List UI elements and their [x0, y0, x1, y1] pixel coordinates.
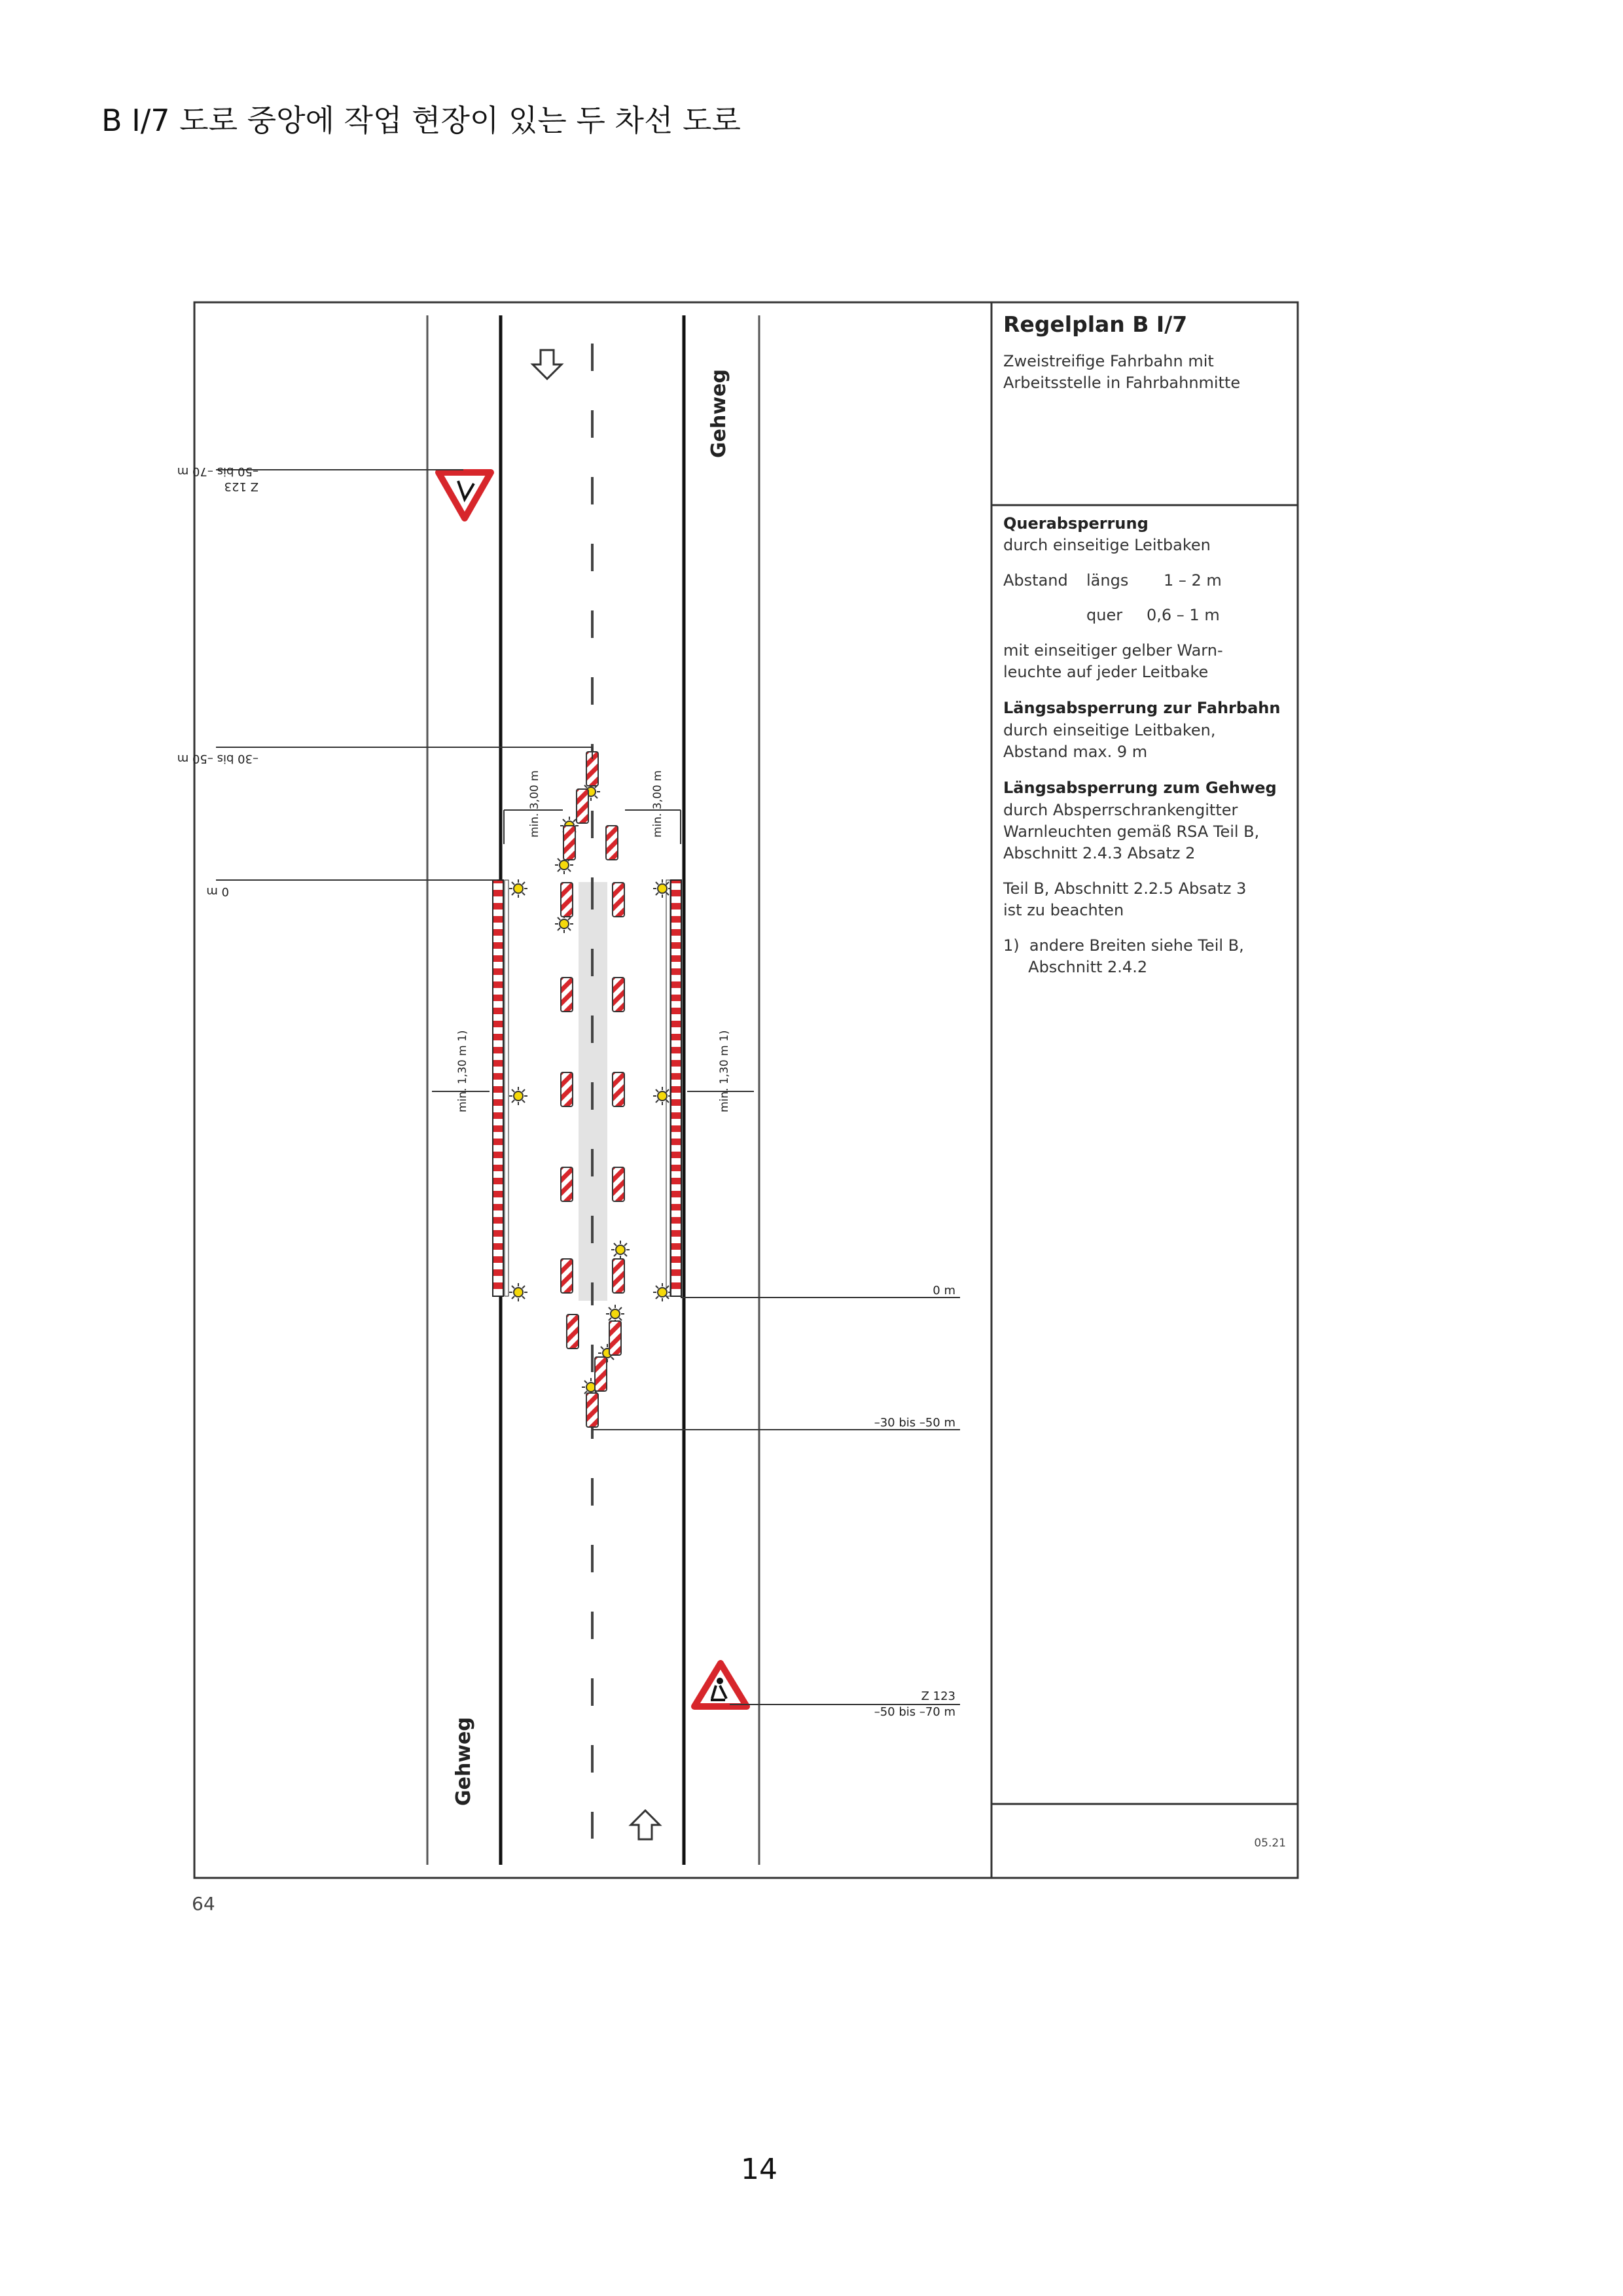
teil-line-1: Teil B, Abschnitt 2.2.5 Absatz 3 [1003, 879, 1247, 898]
page-number: 14 [741, 2153, 777, 2186]
laengs-gehweg-line-1: durch Absperrschrankengitter [1003, 801, 1238, 819]
label-left-z123: Z 123 [224, 480, 259, 493]
laengs-fahrbahn-line-1: durch einseitige Leitbaken, [1003, 721, 1216, 739]
laengs-fahrbahn-line-2: Abstand max. 9 m [1003, 743, 1148, 761]
panel-title: Regelplan B I/7 [1003, 311, 1188, 337]
quer-label: quer [1086, 606, 1123, 624]
laengs-label: längs [1086, 571, 1129, 590]
footnote-line-1: 1) andere Breiten siehe Teil B, [1003, 936, 1244, 955]
label-min-300-right: min. 3,00 m [651, 770, 664, 838]
warn-line-1: mit einseitiger gelber Warn- [1003, 641, 1223, 660]
warn-line-2: leuchte auf jeder Leitbake [1003, 663, 1209, 681]
panel-subtitle-1: Zweistreifige Fahrbahn mit [1003, 352, 1214, 370]
label-left-dist-start: –30 bis –50 m [177, 752, 259, 766]
arrow-down-icon [533, 350, 562, 379]
laengs-gehweg-line-2: Warnleuchten gemäß RSA Teil B, [1003, 822, 1260, 841]
page-heading: B I/7 도로 중앙에 작업 현장이 있는 두 차선 도로 [101, 103, 741, 138]
label-left-zero: 0 m [206, 885, 229, 898]
panel-date: 05.21 [1254, 1837, 1286, 1850]
panel-subtitle-2: Arbeitsstelle in Fahrbahnmitte [1003, 374, 1241, 392]
label-right-z123: Z 123 [921, 1689, 955, 1703]
left-barrier-fence [493, 880, 503, 1296]
footnote-line-2: Abschnitt 2.4.2 [1003, 958, 1148, 976]
laengs-fahrbahn-heading: Längsabsperrung zur Fahrbahn [1003, 699, 1281, 717]
legend-panel [1003, 311, 1286, 1850]
teil-line-2: ist zu beachten [1003, 901, 1124, 919]
laengs-gehweg-heading: Längsabsperrung zum Gehweg [1003, 779, 1277, 797]
arrow-up-icon [631, 1810, 660, 1839]
label-min-300-left: min. 3,00 m [528, 770, 541, 838]
label-right-dist-end: –30 bis –50 m [874, 1416, 955, 1430]
label-min-130-left: min. 1,30 m 1) [456, 1030, 469, 1112]
gehweg-label-left: Gehweg [452, 1717, 475, 1806]
inner-page-number: 64 [192, 1893, 215, 1915]
quer-line1: durch einseitige Leitbaken [1003, 536, 1211, 554]
right-barrier-fence [671, 880, 681, 1296]
yield-sign-icon [438, 472, 491, 518]
label-right-zero: 0 m [933, 1284, 955, 1298]
roadwork-sign-icon [694, 1663, 747, 1706]
quer-value: 0,6 – 1 m [1147, 606, 1220, 624]
laengs-gehweg-line-3: Abschnitt 2.4.3 Absatz 2 [1003, 844, 1196, 862]
gehweg-label-right: Gehweg [707, 369, 730, 458]
abstand-label: Abstand [1003, 571, 1068, 590]
quer-heading: Querabsperrung [1003, 514, 1149, 533]
label-left-dist-sign: –50 bis –70 m [177, 465, 259, 478]
label-right-dist-sign: –50 bis –70 m [874, 1705, 955, 1719]
label-min-130-right: min. 1,30 m 1) [718, 1030, 731, 1112]
laengs-value: 1 – 2 m [1164, 571, 1222, 590]
